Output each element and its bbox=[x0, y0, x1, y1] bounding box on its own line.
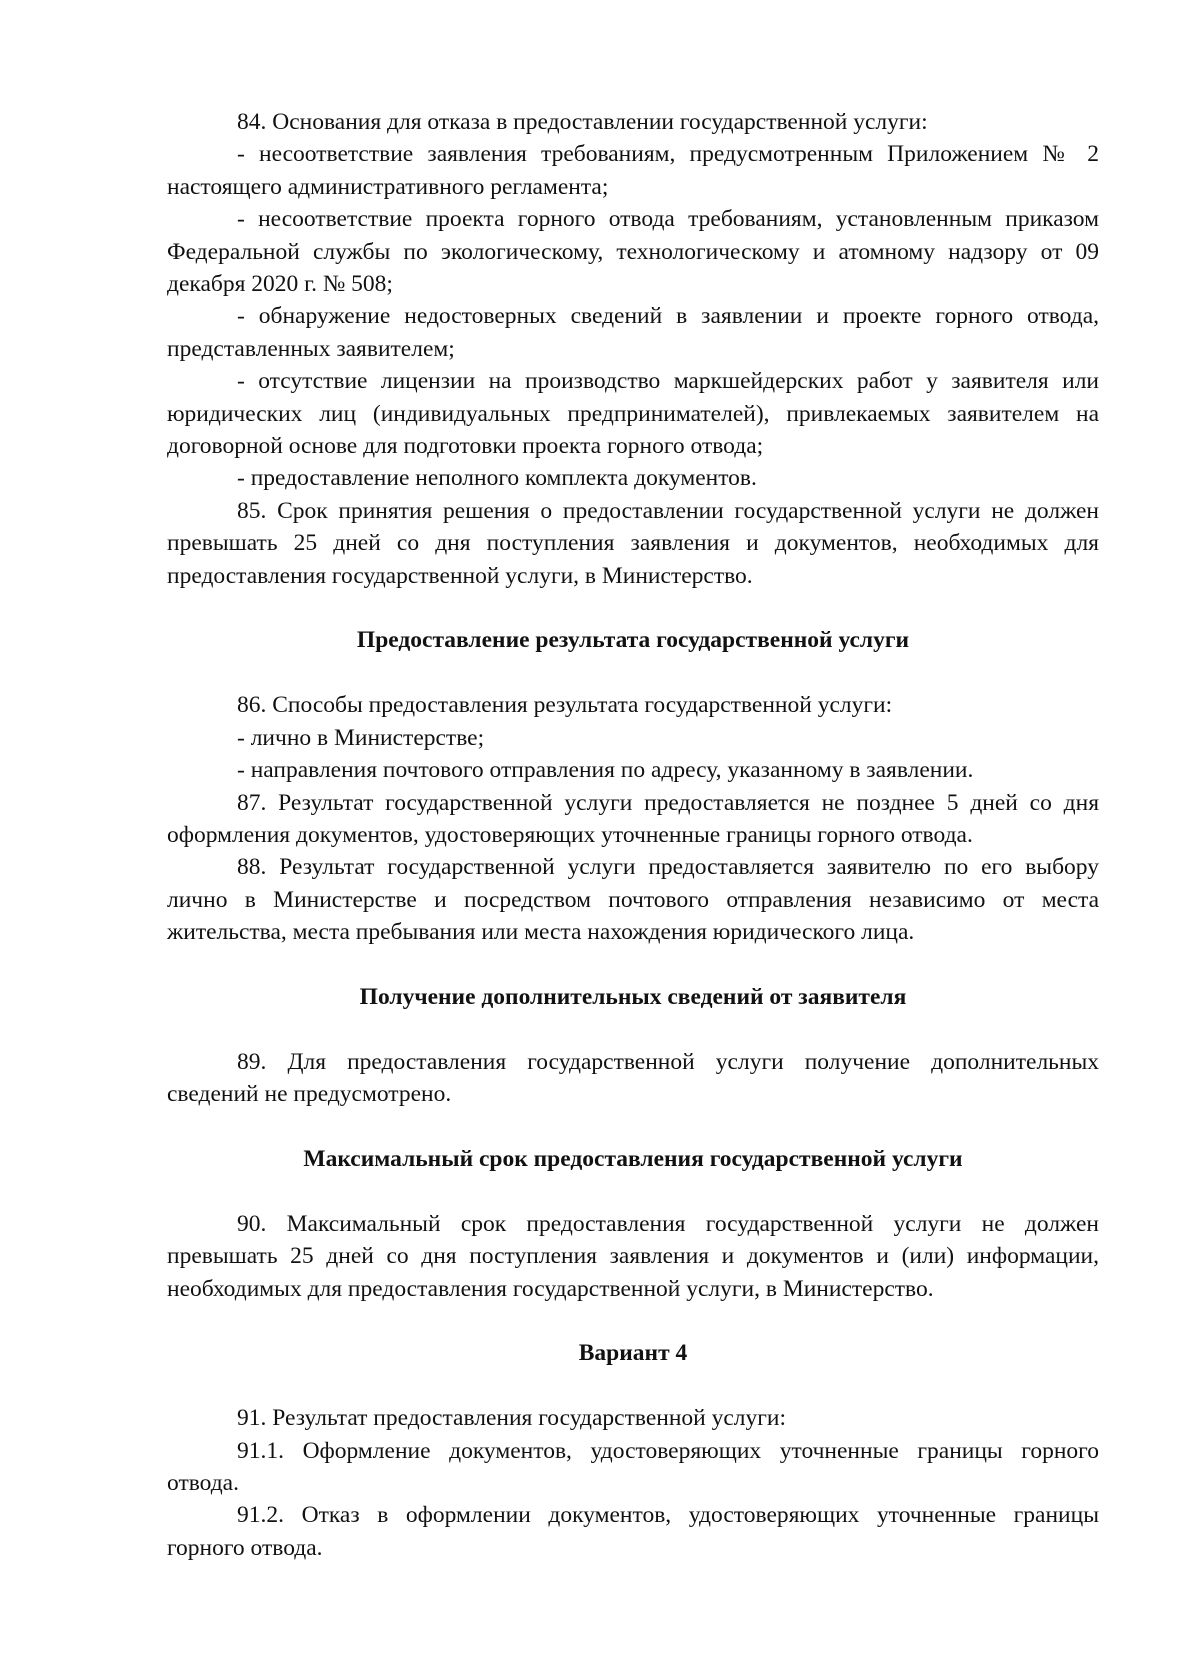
spacer bbox=[167, 657, 1099, 689]
spacer bbox=[167, 592, 1099, 624]
paragraph-88: 88. Результат государственной услуги предоставляется заявителю по его выбору лично в Министерстве и посредством почтового отправления независимо от места жительства, места пребывания или места нахождения юридического лица. bbox=[167, 854, 1099, 946]
spacer bbox=[167, 1305, 1099, 1337]
paragraph-90: 90. Максимальный срок предоставления государственной услуги не должен превышать 25 дней со дня поступления заявления и документов и (или) информации, необходимых для предоставления государственной услуги, в Министерство. bbox=[167, 1210, 1099, 1302]
spacer bbox=[167, 1013, 1099, 1045]
section-heading-max-term: Максимальный срок предоставления государственной услуги bbox=[303, 1145, 963, 1172]
section-heading-result-delivery: Предоставление результата государственной услуги bbox=[356, 627, 910, 654]
paragraph-84-item-5: - предоставление неполного комплекта документов. bbox=[237, 465, 757, 492]
paragraph-91-1: 91.1. Оформление документов, удостоверяющих уточненные границы горного отвода. bbox=[167, 1437, 1099, 1496]
paragraph-86: 86. Способы предоставления результата государственной услуги: bbox=[237, 692, 893, 719]
paragraph-84-item-2: - несоответствие проекта горного отвода требованиям, установленным приказом Федеральной службы по экологическому, технологическому и атомному надзору от 09 декабря 2020 г. № 508; bbox=[167, 206, 1099, 298]
spacer bbox=[167, 1175, 1099, 1207]
section-heading-additional-info: Получение дополнительных сведений от заявителя bbox=[359, 983, 907, 1010]
spacer bbox=[167, 949, 1099, 981]
paragraph-84-item-4: - отсутствие лицензии на производство маркшейдерских работ у заявителя или юридических лиц (индивидуальных предпринимателей), привлекаемых заявителем на договорной основе для подготовки проекта горного отвода; bbox=[167, 368, 1099, 460]
paragraph-84: 84. Основания для отказа в предоставлении государственной услуги: bbox=[237, 109, 928, 135]
paragraph-91-2: 91.2. Отказ в оформлении документов, удостоверяющих уточненные границы горного отвода. bbox=[167, 1502, 1099, 1561]
spacer bbox=[167, 1370, 1099, 1402]
paragraph-85: 85. Срок принятия решения о предоставлении государственной услуги не должен превышать 25 дней со дня поступления заявления и документов, необходимых для предоставления государственной услуги, в Министерство. bbox=[167, 497, 1099, 589]
paragraph-89: 89. Для предоставления государственной услуги получение дополнительных сведений не предусмотрено. bbox=[167, 1048, 1099, 1108]
section-heading-variant-4: Вариант 4 bbox=[578, 1340, 688, 1367]
paragraph-86-item-1: - лично в Министерстве; bbox=[237, 724, 485, 751]
document-page bbox=[167, 106, 1099, 1564]
paragraph-91: 91. Результат предоставления государственной услуги: bbox=[237, 1405, 787, 1432]
paragraph-84-item-3: - обнаружение недостоверных сведений в заявлении и проекте горного отвода, представленных заявителем; bbox=[167, 303, 1099, 362]
paragraph-87: 87. Результат государственной услуги предоставляется не позднее 5 дней со дня оформления документов, удостоверяющих уточненные границы горного отвода. bbox=[167, 789, 1099, 848]
spacer bbox=[167, 1111, 1099, 1143]
paragraph-86-item-2: - направления почтового отправления по адресу, указанному в заявлении. bbox=[237, 757, 974, 784]
paragraph-84-item-1: - несоответствие заявления требованиям, предусмотренным Приложением № 2 настоящего административного регламента; bbox=[167, 141, 1099, 200]
